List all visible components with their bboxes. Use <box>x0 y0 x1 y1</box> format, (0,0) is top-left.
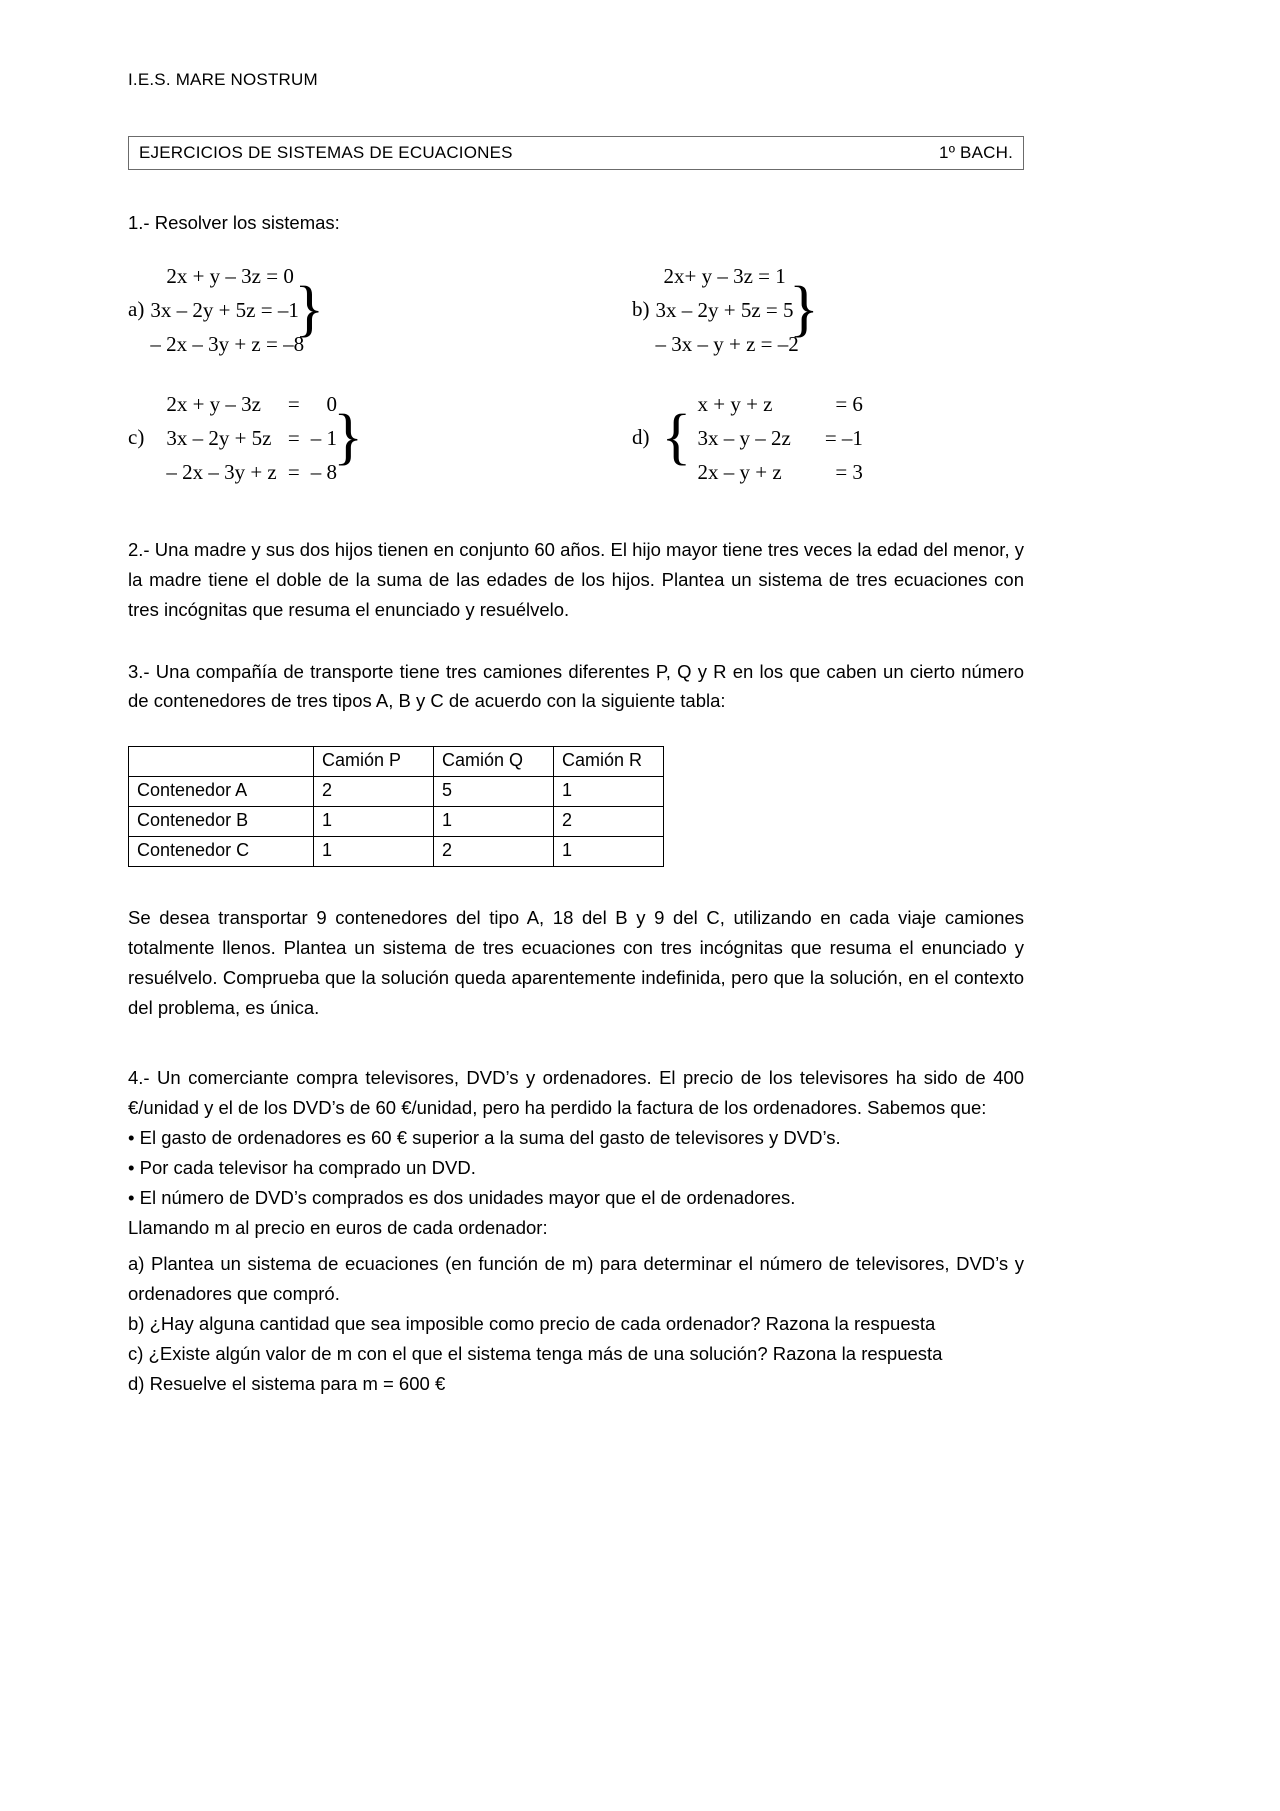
exercise-4-item: b) ¿Hay alguna cantidad que sea imposible como precio de cada ordenador? Razona la respuesta <box>128 1313 936 1335</box>
exercise-3-text-after: Se desea transportar 9 contenedores del tipo A, 18 del B y 9 del C, utilizando en cada viaje camiones totalmente llenos. Plantea un sistema de tres ecuaciones con tres incógnitas que resuma el enunciado y resuélvelo. Comprueba que la solución queda aparentemente indefinida, pero que la solución, en el contexto del problema, es única. <box>128 907 1024 1019</box>
exercise-4-bullet: • El número de DVD’s comprados es dos unidades mayor que el de ordenadores. <box>128 1187 796 1209</box>
system-a-label: a) <box>128 297 145 322</box>
equation: 2x + y – 3z = 0 <box>166 263 294 288</box>
brace-right-icon: } <box>789 274 819 343</box>
equation-lhs: 2x – y + z <box>697 459 782 484</box>
equation-sign <box>791 387 825 421</box>
table-cell: 2 <box>314 777 434 807</box>
equation-rhs: – 1 <box>310 425 337 450</box>
exercise-4-item: a) Plantea un sistema de ecuaciones (en función de m) para determinar el número de televisores, DVD’s y ordenadores que compró. <box>128 1253 1024 1305</box>
table-cell: 1 <box>434 807 554 837</box>
exercise-4-intro: 4.- Un comerciante compra televisores, DVD’s y ordenadores. El precio de los televisores ha sido de 400 €/unidad y el de los DVD’s de 60 €/unidad, pero ha perdido la factura de los ordenadores. Sabemos que: <box>128 1067 1024 1119</box>
school-name: I.E.S. MARE NOSTRUM <box>128 70 318 89</box>
equation-rhs: = –1 <box>824 425 863 450</box>
table-header-cell: Camión Q <box>434 747 554 777</box>
equation-rhs: = 6 <box>835 391 863 416</box>
system-d-equations <box>661 387 869 489</box>
equation-sign: = <box>287 391 300 416</box>
table-row <box>129 837 664 867</box>
system-a <box>128 259 576 361</box>
equation-lhs: 3x – 2y + 5z <box>166 425 272 450</box>
equation: 3x – 2y + 5z = 5 <box>655 297 794 322</box>
system-d-label: d) <box>632 425 650 450</box>
exercise-1-prompt: 1.- Resolver los sistemas: <box>128 212 340 233</box>
brace-left-icon: { <box>661 402 692 471</box>
system-d <box>576 387 1024 489</box>
system-b-equations <box>655 259 819 361</box>
systems-row-cd <box>128 387 1024 489</box>
system-c <box>128 387 576 489</box>
equation-sign: = <box>287 459 300 484</box>
equation-rhs: 0 <box>326 391 337 416</box>
exercise-4-variable-intro: Llamando m al precio en euros de cada ordenador: <box>128 1217 548 1239</box>
table-cell: 2 <box>434 837 554 867</box>
table-header-row <box>129 747 664 777</box>
equation-rhs: – 8 <box>310 459 337 484</box>
table-cell: 5 <box>434 777 554 807</box>
table-row <box>129 807 664 837</box>
exercise-4-item: d) Resuelve el sistema para m = 600 € <box>128 1373 446 1394</box>
exercise-4-bullet: • Por cada televisor ha comprado un DVD. <box>128 1157 476 1179</box>
document-title-box <box>128 136 1024 170</box>
equation-rhs: = 3 <box>835 459 863 484</box>
brace-right-icon: } <box>333 402 363 471</box>
table-header-cell: Camión R <box>554 747 664 777</box>
equation: 3x – 2y + 5z = –1 <box>150 297 299 322</box>
container-capacity-table <box>128 746 664 867</box>
table-cell: Contenedor C <box>129 837 314 867</box>
equation-lhs: 2x + y – 3z <box>166 391 261 416</box>
system-c-equations <box>150 387 363 489</box>
system-b <box>576 259 1024 361</box>
equation-lhs: x + y + z <box>697 391 773 416</box>
page-content <box>128 0 1024 1399</box>
course-level: 1º BACH. <box>939 143 1013 162</box>
exercise-2-text: 2.- Una madre y sus dos hijos tienen en conjunto 60 años. El hijo mayor tiene tres veces la edad del menor, y la madre tiene el doble de la suma de las edades de los hijos. Plantea un sistema de tres ecuaciones con tres incógnitas que resuma el enunciado y resuélvelo. <box>128 538 1024 620</box>
brace-right-icon: } <box>294 274 325 343</box>
table-row <box>129 777 664 807</box>
table-header-cell: Camión P <box>314 747 434 777</box>
system-c-grid <box>150 387 343 489</box>
table-header-cell <box>129 747 314 777</box>
equation: 2x+ y – 3z = 1 <box>663 263 786 288</box>
table-cell: 1 <box>554 777 664 807</box>
table-cell: 1 <box>554 837 664 867</box>
system-c-label: c) <box>128 425 145 450</box>
equation-sign: = <box>287 425 300 450</box>
table-cell: 2 <box>554 807 664 837</box>
equation-sign <box>791 421 825 455</box>
systems-row-ab <box>128 259 1024 361</box>
equation-lhs: 3x – y – 2z <box>697 425 791 450</box>
system-a-equations <box>150 259 325 361</box>
equation: – 2x – 3y + z = –8 <box>150 331 305 356</box>
document-title: EJERCICIOS DE SISTEMAS DE ECUACIONES <box>139 143 513 162</box>
exercise-4-item: c) ¿Existe algún valor de m con el que el sistema tenga más de una solución? Razona la respuesta <box>128 1343 943 1365</box>
exercise-4-bullet: • El gasto de ordenadores es 60 € superior a la suma del gasto de televisores y DVD’s. <box>128 1127 841 1149</box>
table-cell: Contenedor B <box>129 807 314 837</box>
table-cell: Contenedor A <box>129 777 314 807</box>
system-b-label: b) <box>632 297 650 322</box>
equation: – 3x – y + z = –2 <box>655 331 799 356</box>
table-cell: 1 <box>314 807 434 837</box>
table-cell: 1 <box>314 837 434 867</box>
equation-lhs: – 2x – 3y + z <box>166 459 277 484</box>
exercise-3-text: 3.- Una compañía de transporte tiene tres camiones diferentes P, Q y R en los que caben un cierto número de contenedores de tres tipos A, B y C de acuerdo con la siguiente tabla: <box>128 660 1024 712</box>
equation-sign <box>791 455 825 489</box>
system-d-grid <box>682 387 869 489</box>
